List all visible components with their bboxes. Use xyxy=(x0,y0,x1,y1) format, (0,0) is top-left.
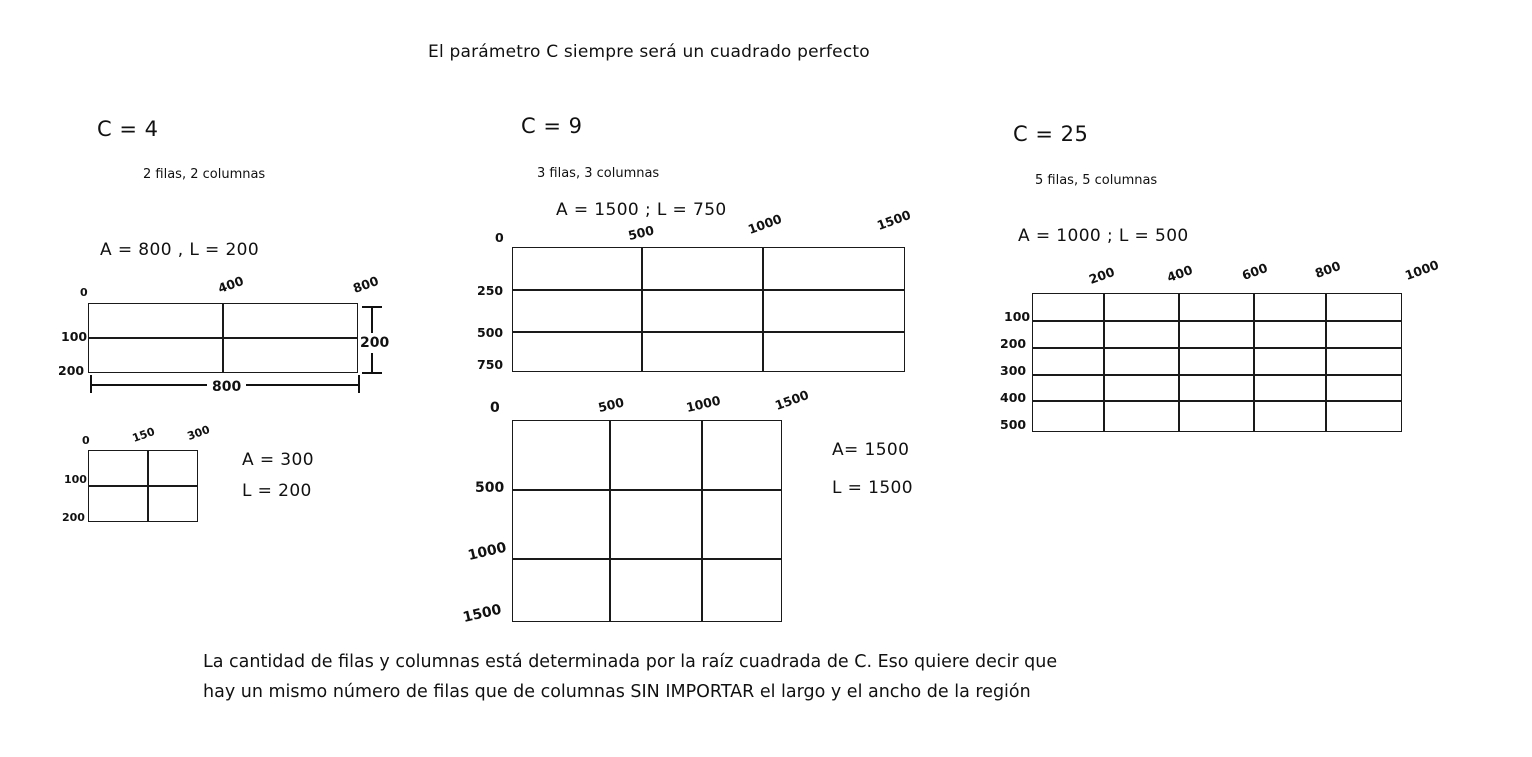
dims-c4-ex1: A = 800 , L = 200 xyxy=(100,240,260,260)
grid-line-vertical xyxy=(641,248,643,371)
width-measure-cap-right xyxy=(358,375,360,393)
footer-line-1: La cantidad de filas y columnas está determinada por la raíz cuadrada de C. Eso quiere decir que xyxy=(203,652,1058,672)
dims-l-c9-ex2: L = 1500 xyxy=(832,478,913,498)
footer-line-2: hay un mismo número de filas que de columnas SIN IMPORTAR el largo y el ancho de la región xyxy=(203,682,1031,702)
ytick-c9-ex2-2: 1000 xyxy=(466,539,508,564)
grid-line-vertical xyxy=(762,248,764,371)
grid-line-horizontal xyxy=(89,337,357,339)
ytick-c4-ex2-2: 200 xyxy=(62,511,85,524)
grid-c9-ex2 xyxy=(512,420,782,622)
ytick-c4-ex1-2: 200 xyxy=(58,363,85,378)
ytick-c9-ex1-3: 750 xyxy=(477,357,504,372)
xtick-c9-ex1-3: 1500 xyxy=(874,207,913,233)
grid-line-horizontal xyxy=(513,289,904,291)
xtick-c25-4: 1000 xyxy=(1402,257,1441,283)
grid-line-horizontal xyxy=(513,558,781,560)
ytick-c25-0: 100 xyxy=(1004,309,1031,324)
xtick-c9-ex2-1: 500 xyxy=(596,394,626,415)
grid-line-vertical xyxy=(701,421,703,621)
dims-a-c9-ex2: A= 1500 xyxy=(832,440,910,460)
xtick-c4-ex1-1: 400 xyxy=(215,272,246,296)
height-measure-cap-bottom xyxy=(362,372,382,374)
grid-c4-ex1 xyxy=(88,303,358,373)
ytick-c9-ex2-1: 500 xyxy=(475,480,505,496)
dims-c25-ex1: A = 1000 ; L = 500 xyxy=(1018,226,1189,246)
case-label-c4: C = 4 xyxy=(97,117,159,141)
width-measure-cap-left xyxy=(90,375,92,393)
xtick-c9-ex2-2: 1000 xyxy=(684,392,722,415)
ytick-c25-4: 500 xyxy=(1000,417,1027,432)
case-sub-c9: 3 filas, 3 columnas xyxy=(537,166,660,181)
xtick-c25-1: 400 xyxy=(1164,261,1195,285)
xtick-c4-ex1-2: 800 xyxy=(350,272,381,296)
xtick-c4-ex1-0: 0 xyxy=(80,286,88,299)
height-measure-cap-top xyxy=(362,306,382,308)
ytick-c9-ex1-1: 250 xyxy=(477,283,504,298)
xtick-c4-ex2-0: 0 xyxy=(82,434,90,447)
grid-line-vertical xyxy=(1325,294,1327,431)
page-title: El parámetro C siempre será un cuadrado perfecto xyxy=(428,42,870,62)
ytick-c25-2: 300 xyxy=(1000,363,1027,378)
xtick-c25-3: 800 xyxy=(1312,257,1343,281)
grid-line-horizontal xyxy=(513,489,781,491)
ytick-c25-1: 200 xyxy=(1000,336,1027,351)
dims-c9-ex1: A = 1500 ; L = 750 xyxy=(556,200,727,220)
xtick-c25-2: 600 xyxy=(1239,259,1270,283)
grid-c4-ex2 xyxy=(88,450,198,522)
dims-l-c4-ex2: L = 200 xyxy=(242,481,312,501)
ytick-c4-ex1-1: 100 xyxy=(61,329,88,344)
xtick-c4-ex2-1: 150 xyxy=(130,424,157,445)
height-annotation-c4-ex1: 200 xyxy=(360,335,390,351)
grid-c25-ex1 xyxy=(1032,293,1402,432)
grid-line-horizontal xyxy=(513,331,904,333)
grid-c9-ex1 xyxy=(512,247,905,372)
width-annotation-c4-ex1: 800 xyxy=(207,379,246,395)
grid-line-horizontal xyxy=(1033,320,1401,322)
case-label-c25: C = 25 xyxy=(1013,122,1089,146)
ytick-c9-ex2-3: 1500 xyxy=(461,601,503,626)
xtick-c25-0: 200 xyxy=(1086,263,1117,287)
ytick-c9-ex1-2: 500 xyxy=(477,325,504,340)
case-sub-c25: 5 filas, 5 columnas xyxy=(1035,173,1158,188)
grid-line-vertical xyxy=(1253,294,1255,431)
case-sub-c4: 2 filas, 2 columnas xyxy=(143,167,266,182)
grid-line-horizontal xyxy=(89,485,197,487)
dims-a-c4-ex2: A = 300 xyxy=(242,450,314,470)
xtick-c4-ex2-2: 300 xyxy=(185,422,212,443)
ytick-c4-ex2-1: 100 xyxy=(64,473,87,486)
grid-line-horizontal xyxy=(1033,400,1401,402)
case-label-c9: C = 9 xyxy=(521,114,583,138)
xtick-c9-ex2-0: 0 xyxy=(490,400,500,416)
grid-line-vertical xyxy=(1178,294,1180,431)
grid-line-vertical xyxy=(1103,294,1105,431)
xtick-c9-ex1-1: 500 xyxy=(626,222,656,243)
xtick-c9-ex1-0: 0 xyxy=(495,230,504,245)
grid-line-horizontal xyxy=(1033,374,1401,376)
grid-line-horizontal xyxy=(1033,347,1401,349)
grid-line-vertical xyxy=(609,421,611,621)
ytick-c25-3: 400 xyxy=(1000,390,1027,405)
xtick-c9-ex1-2: 1000 xyxy=(745,211,784,237)
xtick-c9-ex2-3: 1500 xyxy=(772,387,811,413)
